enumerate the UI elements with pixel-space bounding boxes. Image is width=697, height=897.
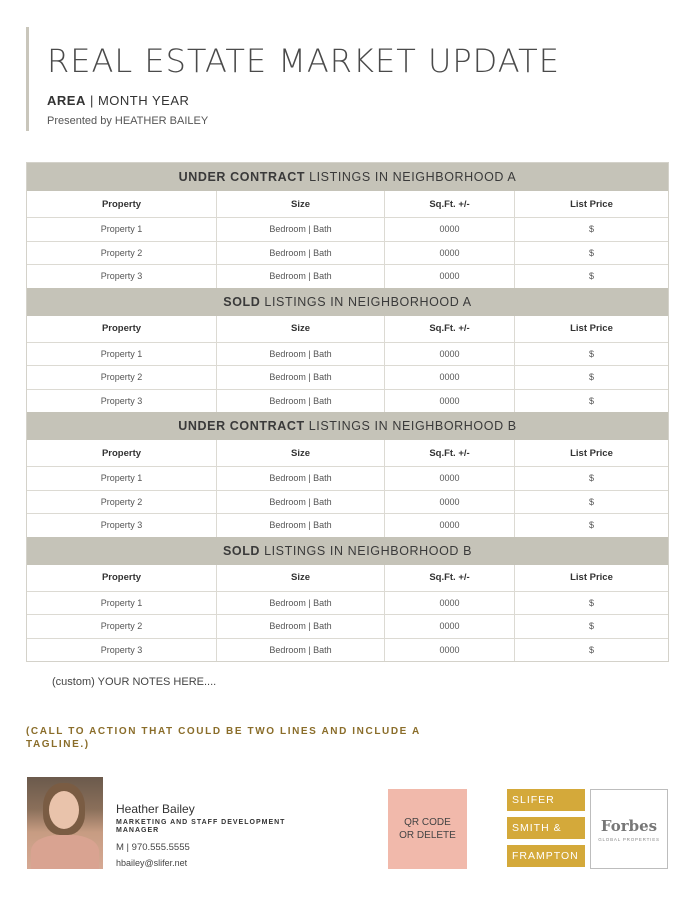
forbes-logo [590, 789, 668, 869]
slifer-logo-line-2: SMITH & [507, 817, 585, 839]
table-cell: Bedroom | Bath [217, 242, 385, 265]
call-to-action: (CALL TO ACTION THAT COULD BE TWO LINES AND INCLUDE A TAGLINE.) [26, 726, 421, 750]
section-header-rest: LISTINGS IN NEIGHBORHOOD A [309, 170, 517, 184]
section-header-rest: LISTINGS IN NEIGHBORHOOD B [264, 543, 473, 558]
table-cell: Property 3 [27, 390, 217, 413]
table-cell: Property 2 [27, 615, 217, 638]
section-header-rest: LISTINGS IN NEIGHBORHOOD A [264, 294, 472, 309]
slifer-logo-line-3: FRAMPTON [507, 845, 585, 867]
column-header: List Price [570, 447, 613, 459]
table-cell: 0000 [385, 592, 515, 615]
table-row [27, 217, 668, 241]
forbes-subtitle: GLOBAL PROPERTIES [598, 836, 660, 842]
table-row [27, 466, 668, 490]
table-cell: $ [588, 520, 594, 531]
table-cell: Bedroom | Bath [217, 265, 385, 288]
table-cell: $ [588, 224, 594, 235]
agent-name: Heather Bailey [116, 802, 195, 816]
agent-email[interactable]: hbailey@slifer.net [116, 858, 188, 868]
table-cell: Bedroom | Bath [217, 592, 385, 615]
table-cell: $ [588, 473, 594, 484]
column-header-row [27, 440, 668, 466]
agent-role: MARKETING AND STAFF DEVELOPMENT MANAGER [116, 819, 286, 834]
table-cell: 0000 [385, 514, 515, 537]
qr-code-placeholder [388, 789, 467, 869]
agent-photo [27, 777, 103, 869]
table-cell: Bedroom | Bath [217, 615, 385, 638]
area-subtitle [47, 93, 189, 108]
table-cell: 0000 [385, 343, 515, 366]
column-header: Sq.Ft. +/- [385, 191, 515, 217]
table-cell: 0000 [385, 467, 515, 490]
table-cell: $ [588, 621, 594, 632]
column-header: List Price [570, 323, 613, 334]
table-row [27, 389, 668, 413]
column-header: Size [217, 440, 385, 466]
table-cell: Property 2 [27, 491, 217, 514]
area-label: AREA [47, 93, 86, 108]
column-header: Sq.Ft. +/- [385, 316, 515, 342]
table-cell: Property 3 [27, 639, 217, 662]
table-cell: Bedroom | Bath [217, 467, 385, 490]
table-cell: $ [588, 271, 594, 282]
presented-by: Presented by HEATHER BAILEY [47, 115, 209, 127]
column-header: Sq.Ft. +/- [385, 440, 515, 466]
table-cell: Bedroom | Bath [217, 343, 385, 366]
table-cell: 0000 [385, 491, 515, 514]
table-cell: $ [588, 496, 594, 507]
table-row [27, 241, 668, 265]
column-header-row [27, 316, 668, 342]
column-header: Property [27, 565, 217, 591]
section-header-bold: UNDER CONTRACT [178, 419, 305, 433]
qr-line-1: QR CODE [404, 817, 451, 828]
section-header [27, 537, 668, 565]
table-row [27, 365, 668, 389]
column-header: Size [217, 316, 385, 342]
table-cell: $ [588, 247, 594, 258]
table-cell: Property 1 [27, 343, 217, 366]
table-cell: Property 1 [27, 467, 217, 490]
page-title: REAL ESTATE MARKET UPDATE [47, 42, 560, 80]
table-cell: Property 2 [27, 366, 217, 389]
table-cell: Property 1 [27, 218, 217, 241]
subtitle-separator: | [85, 93, 98, 108]
table-row [27, 614, 668, 638]
table-cell: Property 1 [27, 592, 217, 615]
table-cell: Property 3 [27, 514, 217, 537]
table-cell: 0000 [385, 242, 515, 265]
section-header-bold: UNDER CONTRACT [178, 170, 306, 184]
column-header: Size [217, 565, 385, 591]
section-header [27, 288, 668, 316]
table-cell: Bedroom | Bath [217, 514, 385, 537]
month-year-label: MONTH YEAR [97, 93, 190, 108]
table-cell: Bedroom | Bath [217, 366, 385, 389]
column-header: Sq.Ft. +/- [385, 565, 515, 591]
section-header-bold: SOLD [222, 543, 261, 558]
table-cell: $ [588, 644, 594, 655]
table-cell: 0000 [385, 390, 515, 413]
column-header: Property [27, 316, 217, 342]
header-accent-bar [26, 27, 29, 131]
table-cell: 0000 [385, 615, 515, 638]
table-cell: $ [588, 372, 594, 383]
table-cell: 0000 [385, 218, 515, 241]
table-row [27, 591, 668, 615]
table-cell: Property 3 [27, 265, 217, 288]
column-header: Property [27, 191, 217, 217]
slifer-logo-line-1: SLIFER [507, 789, 585, 811]
table-row [27, 638, 668, 662]
table-row [27, 264, 668, 288]
table-cell: Property 2 [27, 242, 217, 265]
table-row [27, 342, 668, 366]
section-header-bold: SOLD [223, 294, 261, 309]
listings-tables [26, 162, 669, 662]
table-cell: $ [588, 597, 594, 608]
table-cell: Bedroom | Bath [217, 390, 385, 413]
column-header-row [27, 565, 668, 591]
qr-line-2: OR DELETE [399, 830, 456, 841]
column-header-row [27, 191, 668, 217]
column-header: Size [217, 191, 385, 217]
forbes-wordmark: Forbes [600, 816, 658, 835]
table-cell: 0000 [385, 265, 515, 288]
table-cell: $ [588, 348, 594, 359]
column-header: List Price [570, 572, 613, 583]
section-header [27, 163, 668, 191]
table-cell: 0000 [385, 639, 515, 662]
table-cell: Bedroom | Bath [217, 491, 385, 514]
section-header-rest: LISTINGS IN NEIGHBORHOOD B [308, 419, 517, 433]
table-row [27, 490, 668, 514]
table-cell: $ [588, 395, 594, 406]
table-row [27, 513, 668, 537]
column-header: Property [27, 440, 217, 466]
table-cell: 0000 [385, 366, 515, 389]
table-cell: Bedroom | Bath [217, 639, 385, 662]
custom-notes: (custom) YOUR NOTES HERE.... [52, 676, 217, 688]
table-cell: Bedroom | Bath [217, 218, 385, 241]
section-header [27, 412, 668, 440]
agent-phone: M | 970.555.5555 [116, 842, 190, 853]
column-header: List Price [570, 198, 613, 210]
